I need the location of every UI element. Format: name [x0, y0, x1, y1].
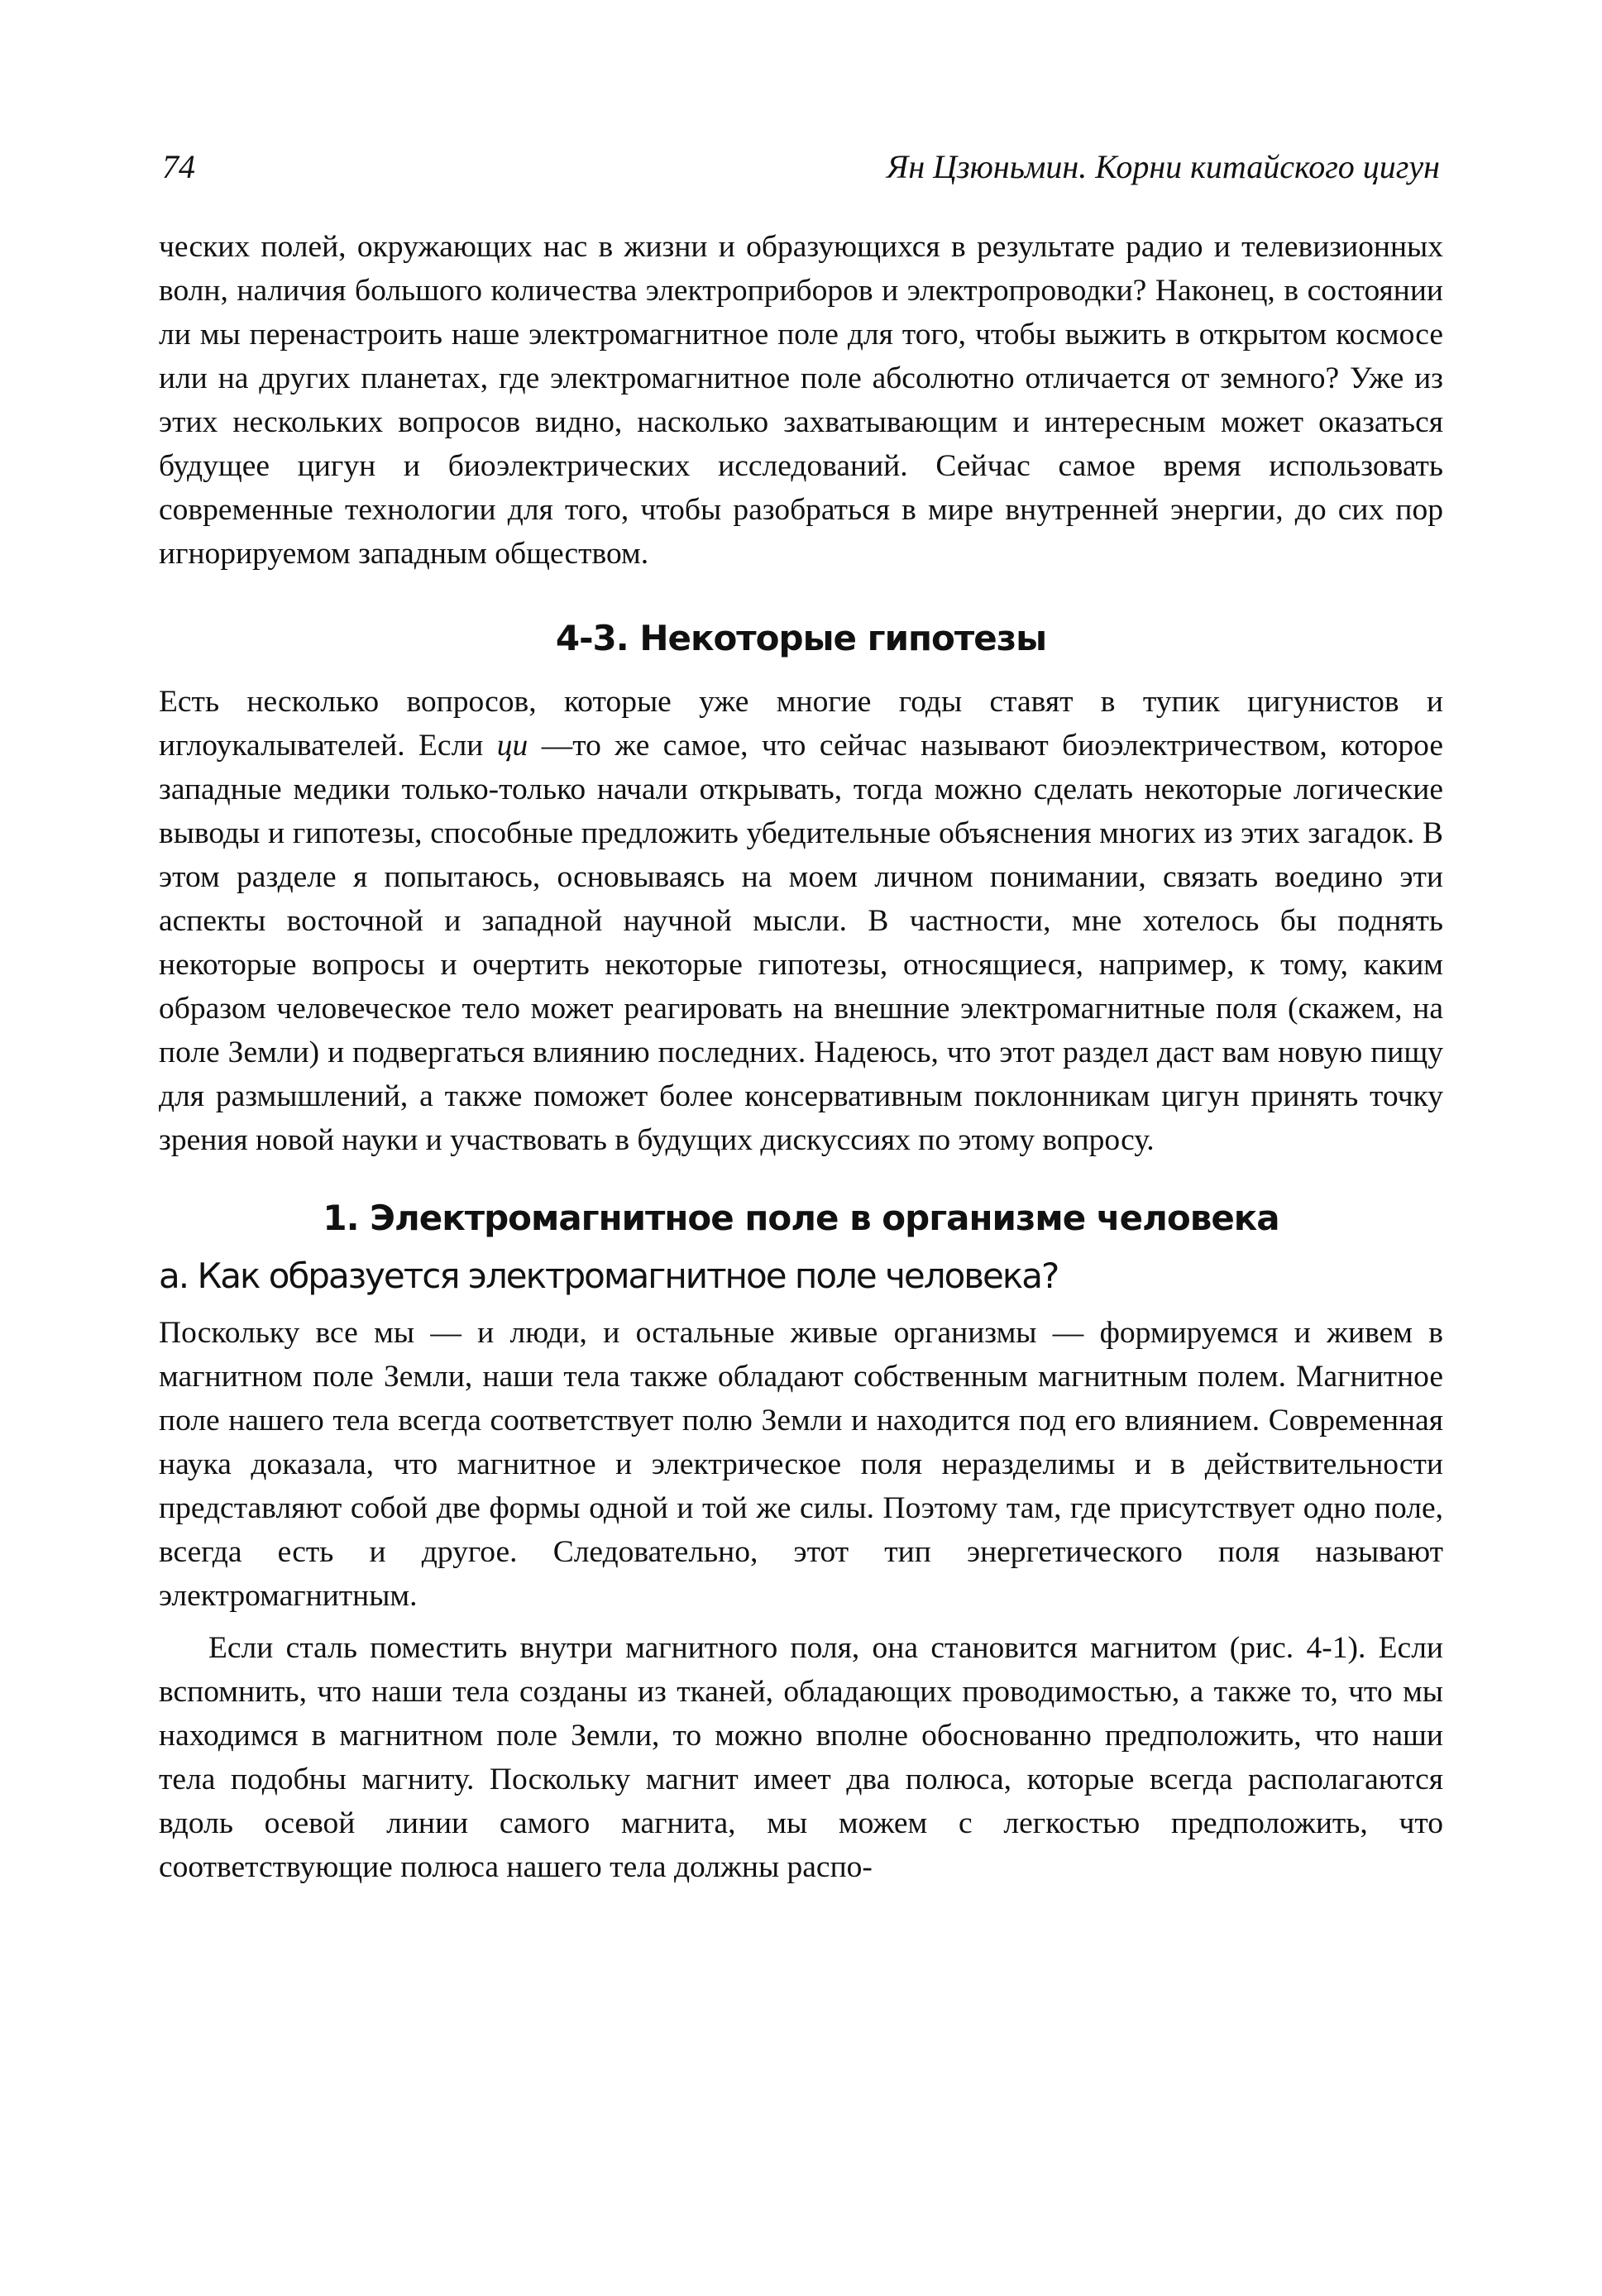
paragraph-hypotheses-intro — [159, 680, 1443, 1162]
running-header — [162, 142, 1440, 192]
running-title: Ян Цзюньмин. Корни китайского цигун — [887, 148, 1440, 185]
paragraph-text-part: Есть несколько вопросов, которые уже многие годы ставят в тупик цигунистов и иглоукалывателей. Если — [159, 685, 1443, 763]
subsection-heading: 1. Электромагнитное поле в организме человека — [323, 1198, 1279, 1238]
section-heading: 4-3. Некоторые гипотезы — [555, 618, 1047, 658]
paragraph-continuation: ческих полей, окружающих нас в жизни и образующихся в результате радио и телевизионных волн, наличия большого количества электроприборов и электропроводки? Наконец, в состоянии ли мы перенастроить наше электромагнитное поле для того, чтобы выжить в открытом космосе или на других планетах, где электромагнитное поле абсолютно отличается от земного? Уже из этих нескольких вопросов видно, насколько захватывающим и интересным может оказаться будущее цигун и биоэлектрических исследований. Сейчас самое время использовать современные технологии для того, чтобы разобраться в мире внутренней энергии, до сих пор игнорируемом западным обществом. — [159, 230, 1443, 571]
italic-term: ци — [496, 729, 528, 763]
paragraph-text-part: —то же самое, что сейчас называют биоэлектричеством, которое западные медики только-только начали открывать, тогда можно сделать некоторые логические выводы и гипотезы, способные предложить убедительные объяснения многих из этих загадок. В этом разделе я попытаюсь, основываясь на моем личном понимании, связать воедино эти аспекты восточной и западной научной мысли. В частности, мне хотелось бы поднять некоторые вопросы и очертить некоторые гипотезы, относящиеся, например, к тому, каким образом человеческое тело может реагировать на внешние электромагнитные поля (скажем, на поле Земли) и подвергаться влиянию последних. Надеюсь, что этот раздел даст вам новую пищу для размышлений, а также поможет более консервативным поклонникам цигун принять точку зрения новой науки и участвовать в будущих дискуссиях по этому вопросу. — [159, 729, 1443, 1157]
minor-heading: а. Как образуется электромагнитное поле человека? — [159, 1256, 1059, 1296]
page-content — [159, 225, 1443, 1889]
paragraph-earth-field: Поскольку все мы — и люди, и остальные живые организмы — формируемся и живем в магнитном поле Земли, наши тела также обладают собственным магнитным полем. Магнитное поле нашего тела всегда соответствует полю Земли и находится под его влиянием. Современная наука доказала, что магнитное и электрическое поля неразделимы и в действительности представляют собой две формы одной и той же силы. Поэтому там, где присутствует одно поле, всегда есть и другое. Следовательно, этот тип энергетического поля называют электромагнитным. — [159, 1316, 1443, 1613]
paragraph-body-magnet: Если сталь поместить внутри магнитного поля, она становится магнитом (рис. 4-1). Если вспомнить, что наши тела созданы из тканей, обладающих проводимостью, а также то, что мы находимся в магнитном поле Земли, то можно вполне обоснованно предположить, что наши тела подобны магниту. Поскольку магнит имеет два полюса, которые всегда располагаются вдоль осевой линии самого магнита, мы можем с легкостью предположить, что соответствующие полюса нашего тела должны распо- — [159, 1631, 1443, 1884]
page-number: 74 — [162, 148, 195, 185]
